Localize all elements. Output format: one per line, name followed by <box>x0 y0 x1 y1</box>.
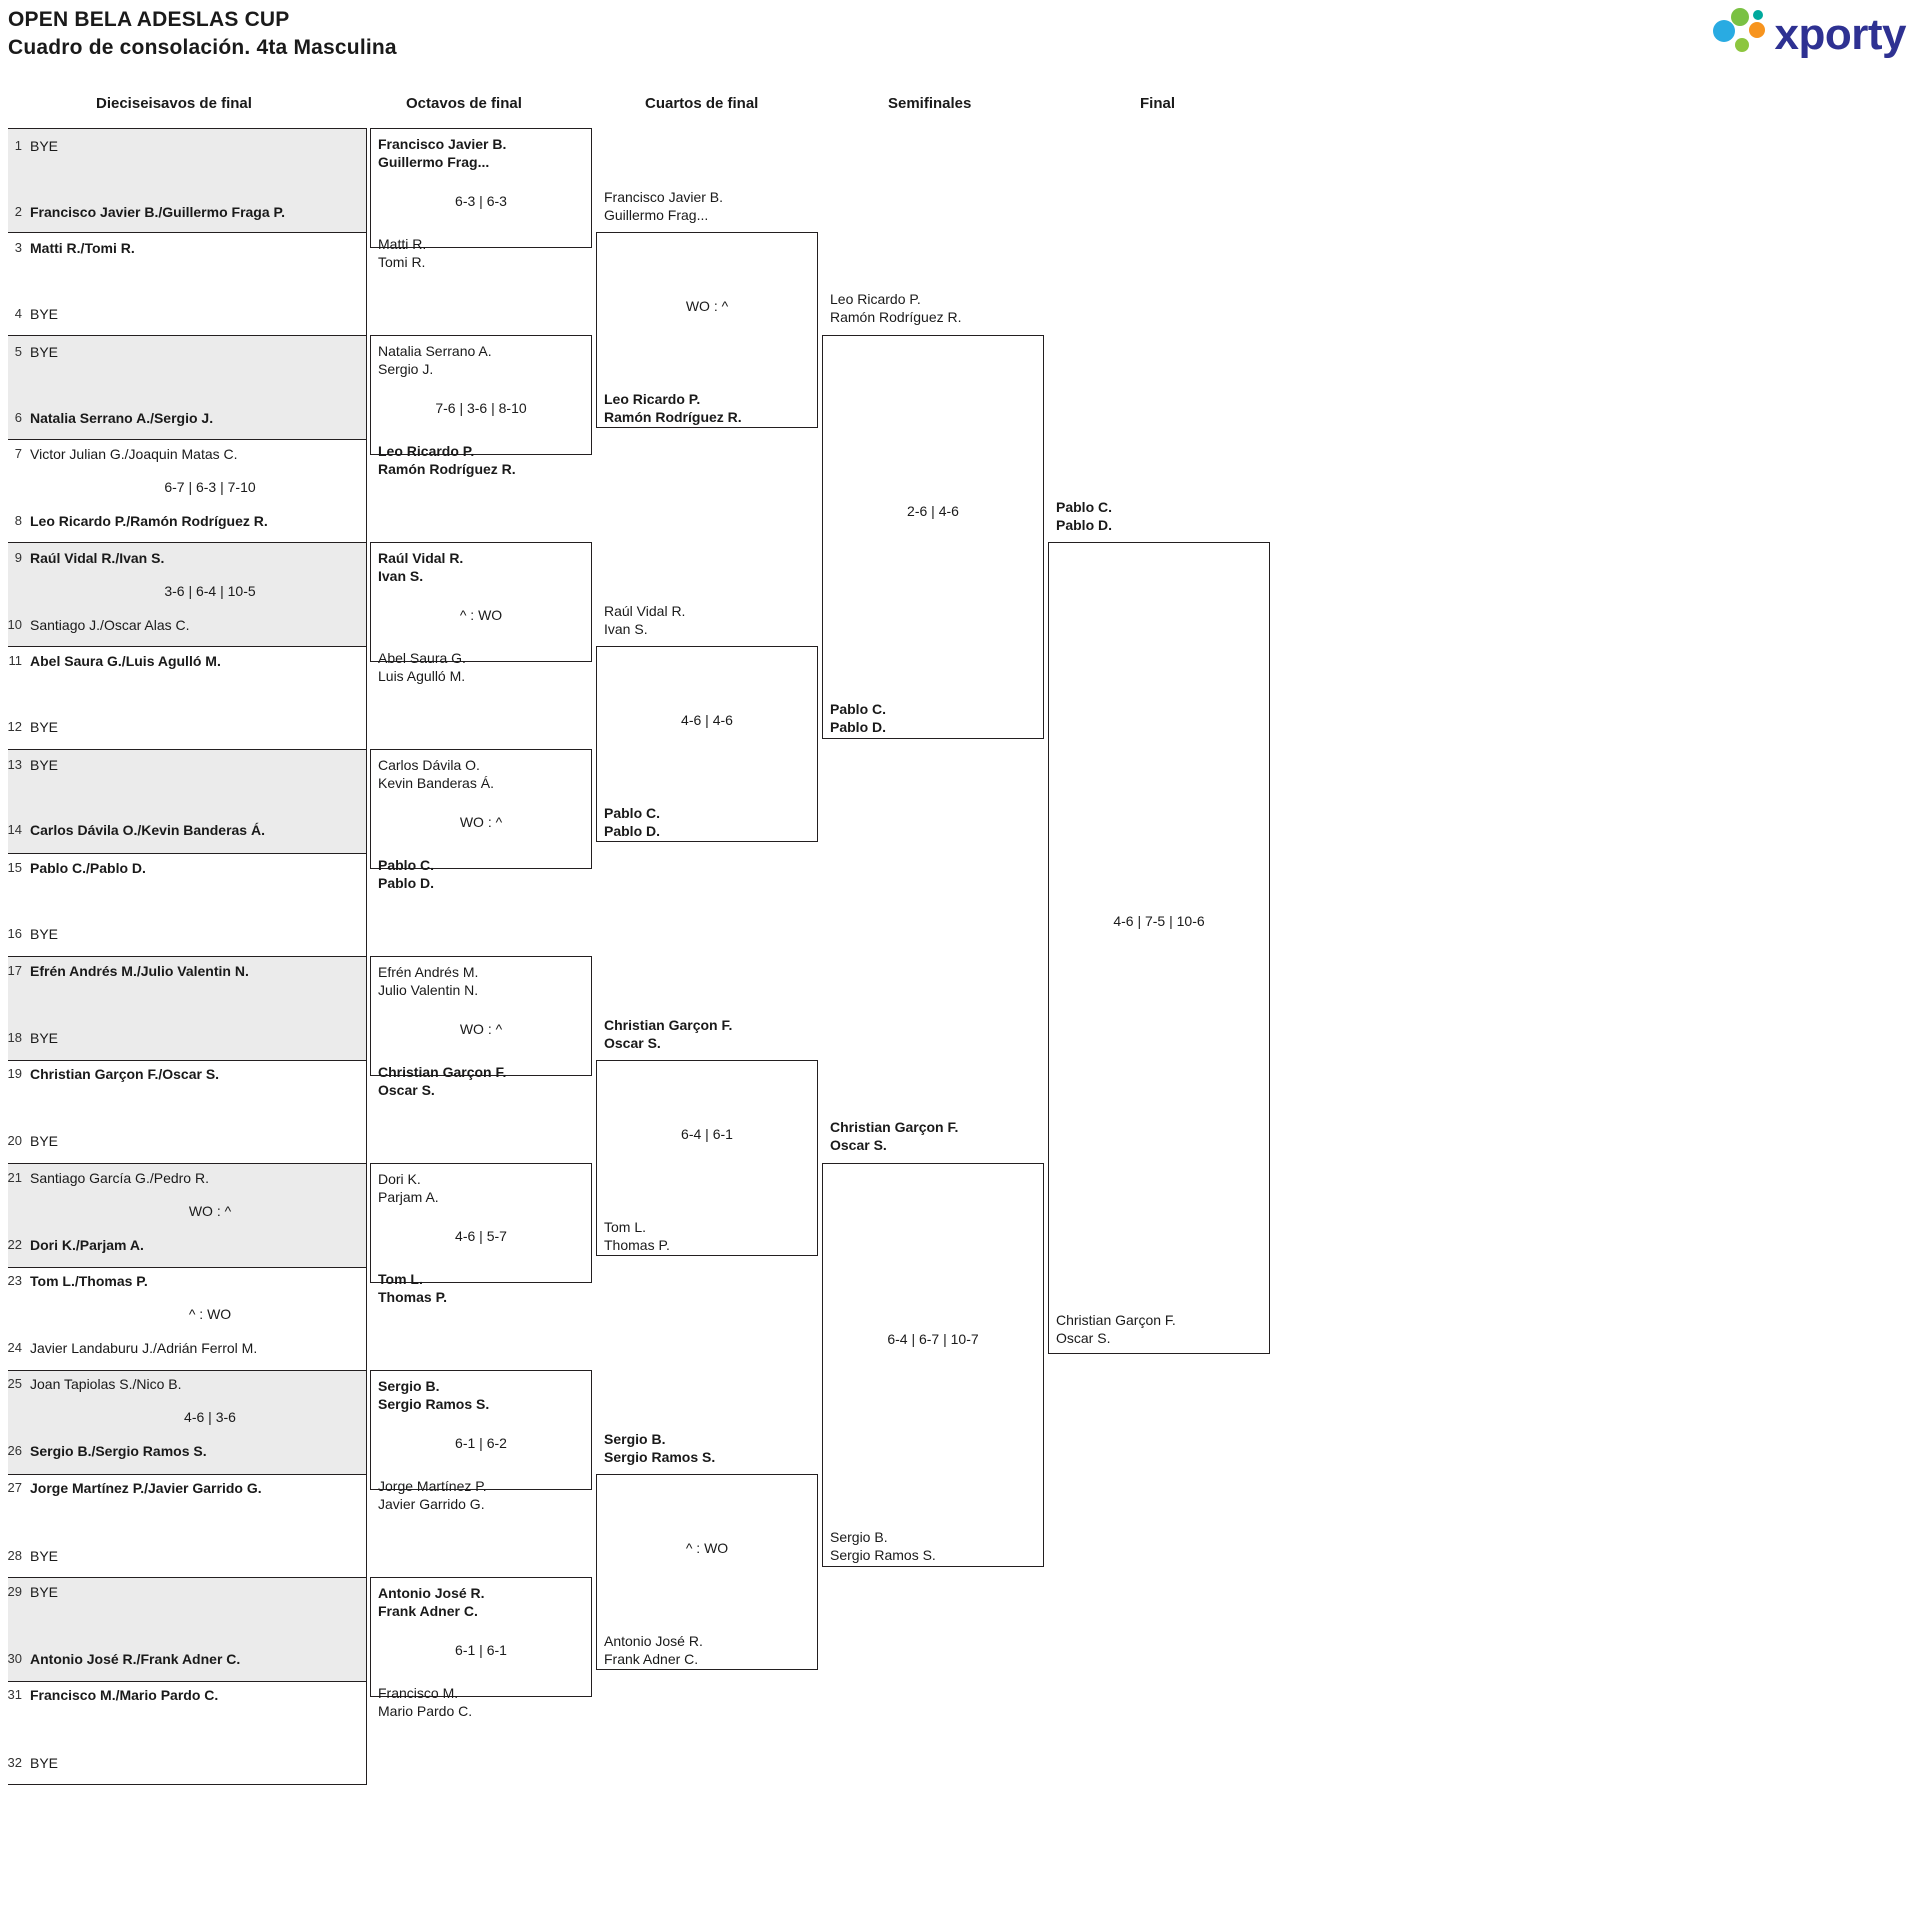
match-score: WO : ^ <box>459 1021 503 1037</box>
match-score: 4-6 | 5-7 <box>455 1228 507 1244</box>
seed-name: Christian Garçon F./Oscar S. <box>30 1066 220 1082</box>
seed-number: 29 <box>7 1584 22 1599</box>
seed-number: 22 <box>7 1237 22 1252</box>
seed-number: 16 <box>7 926 22 941</box>
team-name: Pablo C. <box>830 701 887 717</box>
seed-number: 8 <box>14 513 22 528</box>
seed-name: BYE <box>30 1548 59 1564</box>
match-score: ^ : WO <box>685 1540 729 1556</box>
seed-number: 10 <box>7 617 22 632</box>
team-name: Ramón Rodríguez R. <box>830 309 962 325</box>
team-name: Oscar S. <box>378 1082 435 1098</box>
match-score: 4-6 | 4-6 <box>681 712 733 728</box>
seed-number: 18 <box>7 1030 22 1045</box>
team-name: Dori K. <box>378 1171 421 1187</box>
seed-name: BYE <box>30 1133 59 1149</box>
team-name: Leo Ricardo P. <box>604 391 701 407</box>
team-name: Carlos Dávila O. <box>378 757 480 773</box>
team-name: Frank Adner C. <box>378 1603 478 1619</box>
match-score: WO : ^ <box>459 814 503 830</box>
match-score: 6-4 | 6-1 <box>681 1126 733 1142</box>
seed-number: 1 <box>14 138 22 153</box>
page-title <box>8 6 397 62</box>
seed-name: Tom L./Thomas P. <box>30 1273 148 1289</box>
team-name: Oscar S. <box>1056 1330 1111 1346</box>
team-name: Pablo D. <box>830 719 887 735</box>
seed-number: 4 <box>14 306 22 321</box>
seed-number: 14 <box>7 822 22 837</box>
seed-number: 2 <box>14 204 22 219</box>
team-name: Sergio B. <box>830 1529 888 1545</box>
seed-name: Francisco Javier B./Guillermo Fraga P. <box>30 204 285 220</box>
seed-name: BYE <box>30 757 59 773</box>
seed-number: 25 <box>7 1376 22 1391</box>
team-name: Pablo D. <box>378 875 435 891</box>
round-header-r5: Final <box>1140 95 1176 112</box>
seed-number: 21 <box>7 1170 22 1185</box>
seed-name: Pablo C./Pablo D. <box>30 860 146 876</box>
team-name: Parjam A. <box>378 1189 439 1205</box>
xporty-logo <box>1713 8 1906 62</box>
team-name: Kevin Banderas Á. <box>378 775 494 791</box>
seed-number: 26 <box>7 1443 22 1458</box>
seed-number: 27 <box>7 1480 22 1495</box>
round-header-r1: Dieciseisavos de final <box>96 95 252 112</box>
match-score: 3-6 | 6-4 | 10-5 <box>164 583 256 599</box>
match-box-r4 <box>822 1163 1044 1567</box>
team-name: Tom L. <box>604 1219 647 1235</box>
team-name: Guillermo Frag... <box>604 207 709 223</box>
team-name: Christian Garçon F. <box>378 1064 507 1080</box>
seed-name: Abel Saura G./Luis Agulló M. <box>30 653 221 669</box>
seed-name: Matti R./Tomi R. <box>30 240 135 256</box>
match-score: 4-6 | 7-5 | 10-6 <box>1113 913 1205 929</box>
team-name: Francisco Javier B. <box>604 189 724 205</box>
seed-name: BYE <box>30 719 59 735</box>
seed-number: 11 <box>8 653 22 668</box>
seed-number: 31 <box>7 1687 22 1702</box>
seed-name: Raúl Vidal R./Ivan S. <box>30 550 165 566</box>
team-name: Christian Garçon F. <box>604 1017 733 1033</box>
seed-number: 13 <box>7 757 22 772</box>
team-name: Leo Ricardo P. <box>378 443 475 459</box>
seed-name: Javier Landaburu J./Adrián Ferrol M. <box>30 1340 258 1356</box>
team-name: Leo Ricardo P. <box>830 291 921 307</box>
match-score: 6-3 | 6-3 <box>455 193 507 209</box>
team-name: Oscar S. <box>604 1035 661 1051</box>
team-name: Ramón Rodríguez R. <box>604 409 742 425</box>
match-score: ^ : WO <box>459 607 503 623</box>
seed-name: Natalia Serrano A./Sergio J. <box>30 410 214 426</box>
team-name: Jorge Martínez P. <box>378 1478 487 1494</box>
seed-name: Carlos Dávila O./Kevin Banderas Á. <box>30 822 265 838</box>
seed-number: 15 <box>7 860 22 875</box>
match-score: 6-4 | 6-7 | 10-7 <box>887 1331 979 1347</box>
match-box-final <box>1048 542 1270 1354</box>
logo-dots-icon <box>1713 8 1767 62</box>
match-score: WO : ^ <box>685 298 729 314</box>
team-name: Christian Garçon F. <box>1056 1312 1176 1328</box>
team-name: Thomas P. <box>604 1237 670 1253</box>
seed-number: 30 <box>7 1651 22 1666</box>
team-name: Francisco M. <box>378 1685 459 1701</box>
draw-subtitle: Cuadro de consolación. 4ta Masculina <box>8 36 397 59</box>
team-name: Pablo C. <box>378 857 435 873</box>
match-score: 6-1 | 6-1 <box>455 1642 507 1658</box>
logo-wordmark: xporty <box>1774 10 1906 59</box>
seed-name: Santiago García G./Pedro R. <box>30 1170 209 1186</box>
seed-name: Francisco M./Mario Pardo C. <box>30 1687 219 1703</box>
seed-number: 12 <box>7 719 22 734</box>
match-score: 6-1 | 6-2 <box>455 1435 507 1451</box>
seed-number: 20 <box>7 1133 22 1148</box>
seed-name: Leo Ricardo P./Ramón Rodríguez R. <box>30 513 268 529</box>
team-name: Frank Adner C. <box>604 1651 699 1667</box>
seed-name: BYE <box>30 1755 59 1771</box>
team-name: Mario Pardo C. <box>378 1703 473 1719</box>
team-name: Natalia Serrano A. <box>378 343 492 359</box>
round-header-r3: Cuartos de final <box>645 95 759 112</box>
seed-name: Sergio B./Sergio Ramos S. <box>30 1443 207 1459</box>
team-name: Sergio Ramos S. <box>604 1449 716 1465</box>
seed-number: 6 <box>14 410 22 425</box>
tournament-name: OPEN BELA ADESLAS CUP <box>8 8 290 31</box>
team-name: Efrén Andrés M. <box>378 964 479 980</box>
team-name: Sergio J. <box>378 361 434 377</box>
seed-name: BYE <box>30 306 59 322</box>
team-name: Pablo C. <box>1056 499 1113 515</box>
team-name: Pablo D. <box>604 823 661 839</box>
match-score: 7-6 | 3-6 | 8-10 <box>435 400 527 416</box>
round-header-r4: Semifinales <box>888 95 972 112</box>
seed-name: Antonio José R./Frank Adner C. <box>30 1651 241 1667</box>
seed-number: 32 <box>7 1755 22 1770</box>
seed-number: 23 <box>7 1273 22 1288</box>
team-name: Sergio Ramos S. <box>830 1547 936 1563</box>
team-name: Matti R. <box>378 236 427 252</box>
match-score: 2-6 | 4-6 <box>907 503 959 519</box>
seed-number: 7 <box>14 446 22 461</box>
team-name: Luis Agulló M. <box>378 668 466 684</box>
seed-number: 17 <box>7 963 22 978</box>
seed-name: BYE <box>30 1584 59 1600</box>
match-score: 4-6 | 3-6 <box>184 1409 236 1425</box>
team-name: Ivan S. <box>604 621 648 637</box>
team-name: Julio Valentin N. <box>378 982 479 998</box>
seed-name: BYE <box>30 344 59 360</box>
team-name: Guillermo Frag... <box>378 154 490 170</box>
match-score: WO : ^ <box>188 1203 232 1219</box>
match-score: 6-7 | 6-3 | 7-10 <box>164 479 256 495</box>
seed-number: 9 <box>14 550 22 565</box>
seed-number: 19 <box>7 1066 22 1081</box>
seed-name: Victor Julian G./Joaquin Matas C. <box>30 446 238 462</box>
round-header-r2: Octavos de final <box>406 95 522 112</box>
seed-name: Efrén Andrés M./Julio Valentin N. <box>30 963 249 979</box>
team-name: Raúl Vidal R. <box>378 550 464 566</box>
team-name: Abel Saura G. <box>378 650 466 666</box>
seed-number: 3 <box>14 240 22 255</box>
team-name: Christian Garçon F. <box>830 1119 959 1135</box>
seed-number: 28 <box>7 1548 22 1563</box>
team-name: Ivan S. <box>378 568 424 584</box>
team-name: Ramón Rodríguez R. <box>378 461 516 477</box>
team-name: Pablo D. <box>1056 517 1113 533</box>
match-box-r4 <box>822 335 1044 739</box>
seed-name: Joan Tapiolas S./Nico B. <box>30 1376 182 1392</box>
seed-name: Dori K./Parjam A. <box>30 1237 144 1253</box>
team-name: Javier Garrido G. <box>378 1496 485 1512</box>
seed-name: Santiago J./Oscar Alas C. <box>30 617 190 633</box>
seed-name: BYE <box>30 1030 59 1046</box>
seed-number: 24 <box>7 1340 22 1355</box>
seed-name: Jorge Martínez P./Javier Garrido G. <box>30 1480 262 1496</box>
team-name: Pablo C. <box>604 805 661 821</box>
team-name: Tom L. <box>378 1271 423 1287</box>
team-name: Sergio B. <box>604 1431 666 1447</box>
team-name: Sergio B. <box>378 1378 440 1394</box>
team-name: Raúl Vidal R. <box>604 603 686 619</box>
seed-name: BYE <box>30 138 59 154</box>
team-name: Francisco Javier B. <box>378 136 507 152</box>
team-name: Antonio José R. <box>378 1585 485 1601</box>
team-name: Thomas P. <box>378 1289 447 1305</box>
team-name: Tomi R. <box>378 254 426 270</box>
match-score: ^ : WO <box>188 1306 232 1322</box>
team-name: Antonio José R. <box>604 1633 703 1649</box>
seed-number: 5 <box>14 344 22 359</box>
team-name: Oscar S. <box>830 1137 887 1153</box>
team-name: Sergio Ramos S. <box>378 1396 490 1412</box>
seed-name: BYE <box>30 926 59 942</box>
